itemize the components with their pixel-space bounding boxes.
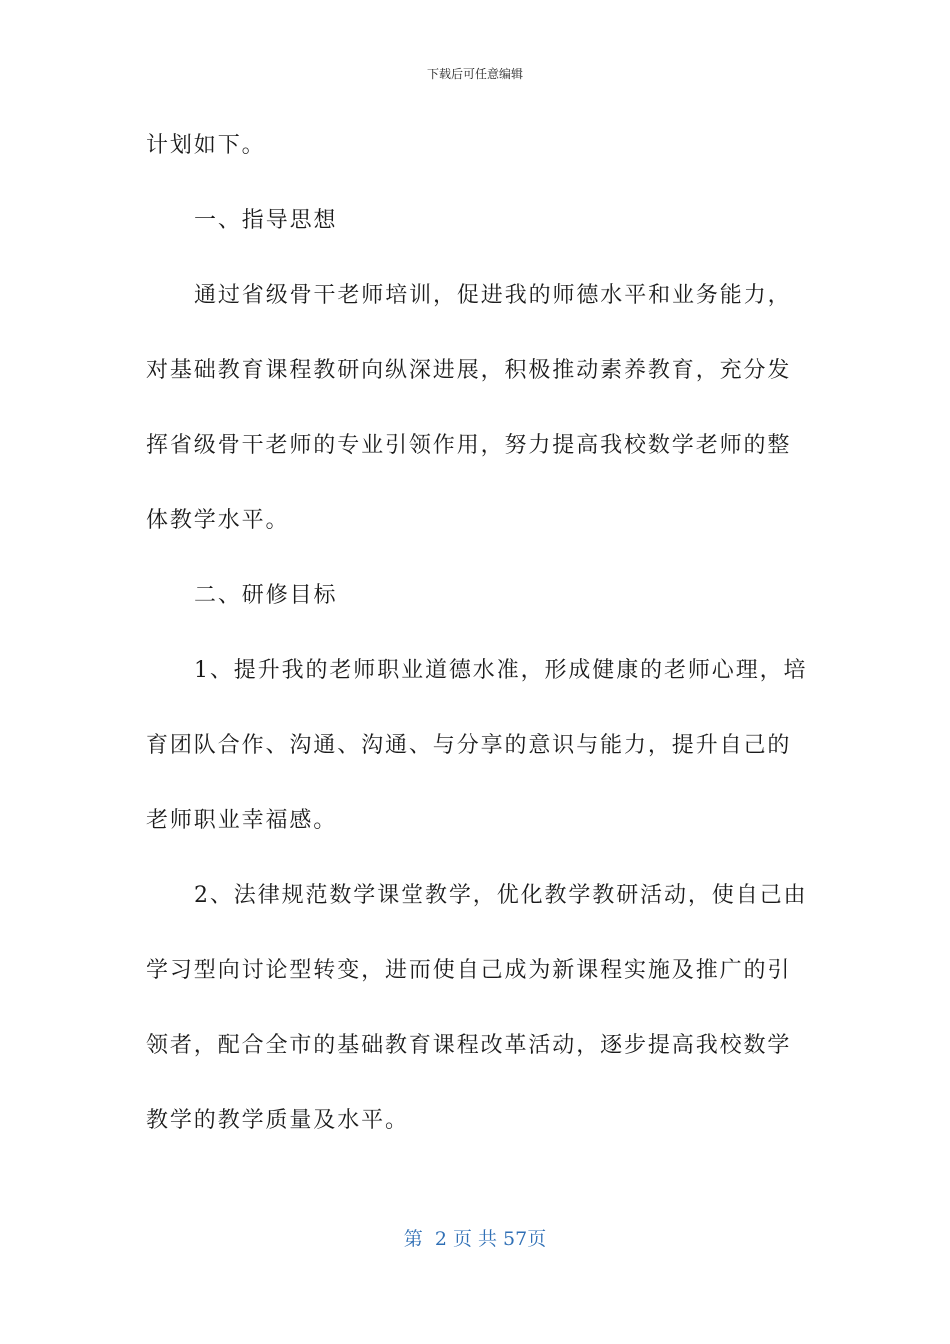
text-line: 老师职业幸福感。: [146, 808, 338, 833]
document-body: [146, 108, 806, 1158]
text-line: 学习型向讨论型转变，进而使自己成为新课程实施及推广的引: [146, 958, 792, 983]
text-line: 计划如下。: [146, 133, 266, 158]
section-heading: 二、研修目标: [194, 583, 338, 608]
text-line: 体教学水平。: [146, 508, 290, 533]
section-heading: 一、指导思想: [194, 208, 338, 233]
header-note: 下载后可任意编辑: [426, 67, 523, 81]
text-line: 通过省级骨干老师培训，促进我的师德水平和业务能力，: [194, 283, 792, 308]
text-line: 2、法律规范数学课堂教学，优化教学教研活动，使自己由: [194, 883, 808, 908]
text-line: 领者，配合全市的基础教育课程改革活动，逐步提高我校数学: [146, 1033, 792, 1058]
text-line: 教学的教学质量及水平。: [146, 1108, 409, 1133]
text-line: 挥省级骨干老师的专业引领作用，努力提高我校数学老师的整: [146, 433, 792, 458]
text-line: 对基础教育课程教研向纵深进展，积极推动素养教育，充分发: [146, 358, 792, 383]
text-line: 1、提升我的老师职业道德水准，形成健康的老师心理，培: [194, 658, 808, 683]
text-line: 育团队合作、沟通、沟通、与分享的意识与能力，提升自己的: [146, 733, 792, 758]
page-number: 第 2 页 共 57页: [403, 1228, 547, 1250]
